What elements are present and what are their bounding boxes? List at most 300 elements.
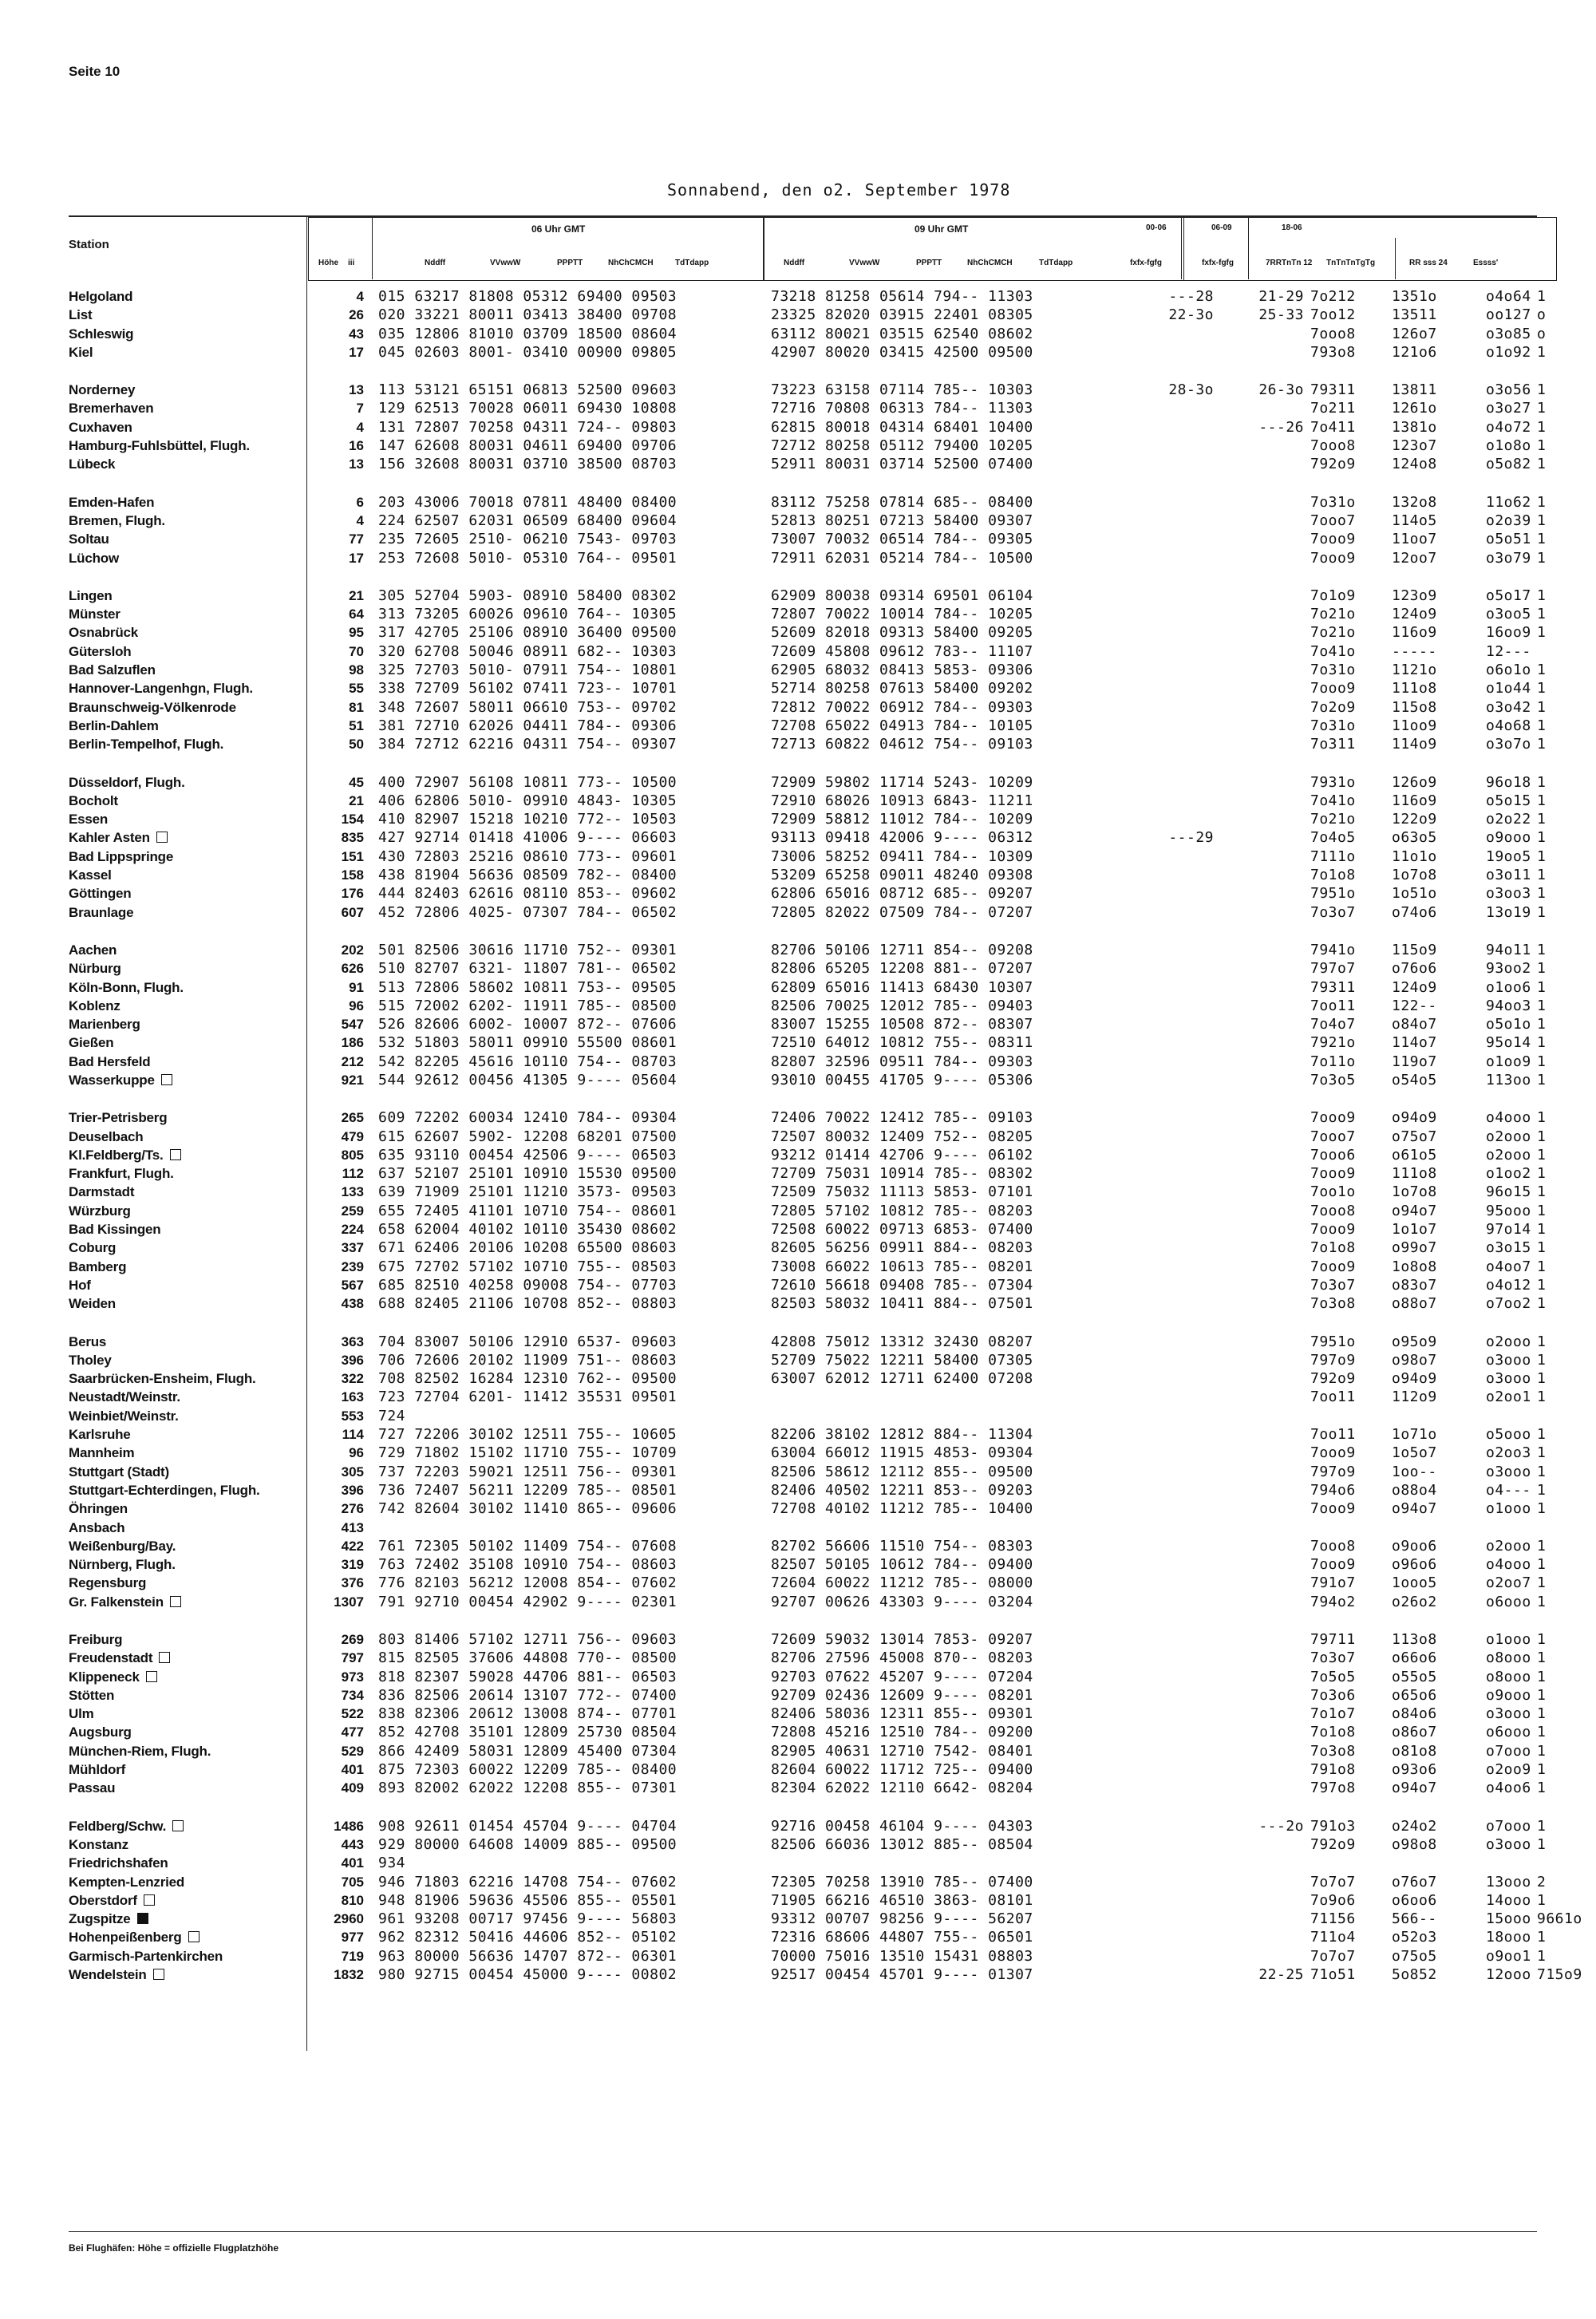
station-height: 212 bbox=[341, 1053, 364, 1069]
temp-extremes: 124o9 bbox=[1392, 978, 1437, 996]
obs-06-gmt: 946 71803 62216 14708 754-- 07602 bbox=[378, 1873, 678, 1890]
table-row bbox=[69, 1891, 1547, 1910]
table-row bbox=[69, 287, 1547, 306]
table-row bbox=[69, 1220, 1547, 1239]
temp-extremes: 1261o bbox=[1392, 400, 1437, 417]
obs-06-gmt: 729 71802 15102 11710 755-- 10709 bbox=[378, 1444, 678, 1462]
obs-09-gmt: 42808 75012 13312 32430 08207 bbox=[771, 1333, 1033, 1350]
temp-extremes: o66o6 bbox=[1392, 1649, 1437, 1667]
extra-code: 1 bbox=[1537, 1574, 1547, 1592]
obs-09-gmt: 72708 40102 11212 785-- 10400 bbox=[771, 1500, 1033, 1518]
table-body bbox=[69, 287, 1582, 1984]
obs-09-gmt: 73218 81258 05614 794-- 11303 bbox=[771, 288, 1033, 305]
precip-snow: o3oo5 bbox=[1486, 606, 1531, 623]
temp-group-18-06: 797o9 bbox=[1310, 1463, 1356, 1480]
temp-group-18-06: 794o2 bbox=[1310, 1593, 1356, 1610]
temp-group-18-06: 7ooo9 bbox=[1310, 1444, 1356, 1462]
station-name: Stuttgart (Stadt) bbox=[69, 1464, 169, 1479]
obs-09-gmt: 63004 66012 11915 4853- 09304 bbox=[771, 1444, 1033, 1462]
station-name: Bocholt bbox=[69, 792, 118, 808]
station-name: Klippeneck bbox=[69, 1668, 157, 1686]
extra-code: 1 bbox=[1537, 847, 1547, 865]
temp-extremes: 113o8 bbox=[1392, 1631, 1437, 1648]
table-row bbox=[69, 1555, 1547, 1574]
obs-09-gmt: 72807 70022 10014 784-- 10205 bbox=[771, 606, 1033, 623]
precip-snow: o2o22 bbox=[1486, 811, 1531, 828]
station-group bbox=[69, 381, 1547, 473]
obs-06-gmt: 688 82405 21106 10708 852-- 08803 bbox=[378, 1295, 678, 1313]
extra-code: 1 bbox=[1537, 1593, 1547, 1610]
table-row bbox=[69, 1333, 1547, 1351]
obs-09-gmt: 82503 58032 10411 884-- 07501 bbox=[771, 1295, 1033, 1313]
extra-code: o bbox=[1537, 325, 1547, 342]
obs-06-gmt: 836 82506 20614 13107 772-- 07400 bbox=[378, 1686, 678, 1704]
obs-09-gmt: 52609 82018 09313 58400 09205 bbox=[771, 624, 1033, 642]
header-vvwww-09: VVwwW bbox=[849, 259, 880, 267]
gust-06-09: 21-29 bbox=[1258, 288, 1304, 305]
station-height: 376 bbox=[341, 1575, 364, 1591]
temp-extremes: 111o8 bbox=[1392, 1165, 1437, 1183]
obs-06-gmt: 671 62406 20106 10208 65500 08603 bbox=[378, 1239, 678, 1257]
table-row bbox=[69, 828, 1547, 847]
station-name: Nürnberg, Flugh. bbox=[69, 1557, 176, 1573]
obs-06-gmt: 866 42409 58031 12809 45400 07304 bbox=[378, 1742, 678, 1760]
extra-code: 1 bbox=[1537, 1202, 1547, 1219]
precip-snow: o2ooo bbox=[1486, 1128, 1531, 1145]
obs-06-gmt: 655 72405 41101 10710 754-- 08601 bbox=[378, 1202, 678, 1219]
temp-group-18-06: 7o3o6 bbox=[1310, 1686, 1356, 1704]
obs-06-gmt: 708 82502 16284 12310 762-- 09500 bbox=[378, 1370, 678, 1388]
obs-06-gmt: 427 92714 01418 41006 9---- 06603 bbox=[378, 829, 678, 847]
table-row bbox=[69, 847, 1547, 866]
table-row bbox=[69, 1071, 1547, 1089]
obs-09-gmt: 71905 66216 46510 3863- 08101 bbox=[771, 1891, 1033, 1909]
station-height: 17 bbox=[349, 344, 364, 360]
obs-06-gmt: 131 72807 70258 04311 724-- 09803 bbox=[378, 418, 678, 436]
station-name: Karlsruhe bbox=[69, 1427, 131, 1443]
table-row bbox=[69, 1407, 1537, 1425]
temp-group-18-06: 7ooo9 bbox=[1310, 549, 1356, 567]
obs-09-gmt: 52714 80258 07613 58400 09202 bbox=[771, 680, 1033, 697]
precip-snow: o4--- bbox=[1486, 1481, 1531, 1499]
station-name: Schleswig bbox=[69, 326, 134, 342]
obs-06-gmt: 761 72305 50102 11409 754-- 07608 bbox=[378, 1537, 678, 1555]
station-height: 529 bbox=[341, 1743, 364, 1759]
extra-code: 1 bbox=[1537, 829, 1547, 847]
temp-extremes: 123o7 bbox=[1392, 437, 1437, 455]
station-height: 607 bbox=[341, 904, 364, 920]
extra-code: 1 bbox=[1537, 1016, 1547, 1033]
obs-09-gmt: 62806 65016 08712 685-- 09207 bbox=[771, 885, 1033, 903]
precip-snow: o4oo6 bbox=[1486, 1780, 1531, 1797]
temp-group-18-06: 7o212 bbox=[1310, 288, 1356, 305]
station-name: Tholey bbox=[69, 1352, 112, 1368]
temp-group-18-06: 7ooo8 bbox=[1310, 437, 1356, 455]
page-number: Seite 10 bbox=[69, 64, 120, 79]
station-group bbox=[69, 1817, 1582, 1985]
temp-group-18-06: 792o9 bbox=[1310, 456, 1356, 473]
obs-06-gmt: 156 32608 80031 03710 38500 08703 bbox=[378, 456, 678, 473]
temp-extremes: o84o6 bbox=[1392, 1705, 1437, 1723]
extra-code: 1 bbox=[1537, 381, 1547, 399]
header-nh-06: NhChCMCH bbox=[608, 259, 654, 267]
precip-snow: 19oo5 bbox=[1486, 847, 1531, 865]
station-height: 422 bbox=[341, 1538, 364, 1554]
temp-extremes: o52o3 bbox=[1392, 1929, 1437, 1946]
station-group bbox=[69, 1108, 1547, 1313]
obs-06-gmt: 962 82312 50416 44606 852-- 05102 bbox=[378, 1929, 678, 1946]
table-row bbox=[69, 605, 1547, 623]
obs-06-gmt: 305 52704 5903- 08910 58400 08302 bbox=[378, 587, 678, 604]
precip-snow: 12--- bbox=[1486, 642, 1531, 660]
precip-snow: o2oo3 bbox=[1486, 1444, 1531, 1462]
station-height: 977 bbox=[341, 1930, 364, 1946]
temp-group-18-06: 7o411 bbox=[1310, 418, 1356, 436]
precip-snow: 93oo2 bbox=[1486, 960, 1531, 978]
precip-snow: 11o62 bbox=[1486, 493, 1531, 511]
header-hoehe: Höhe bbox=[318, 259, 338, 267]
station-height: 396 bbox=[341, 1482, 364, 1498]
temp-extremes: o65o6 bbox=[1392, 1686, 1437, 1704]
gust-06-09: ---2o bbox=[1258, 1817, 1304, 1835]
extra-code: 1 bbox=[1537, 606, 1547, 623]
obs-09-gmt: 72713 60822 04612 754-- 09103 bbox=[771, 736, 1033, 753]
temp-group-18-06: 7951o bbox=[1310, 885, 1356, 903]
header-18-06: 18-06 bbox=[1282, 223, 1302, 232]
station-name: Kahler Asten bbox=[69, 828, 168, 847]
extra-code: 1 bbox=[1537, 1481, 1547, 1499]
station-height: 705 bbox=[341, 1874, 364, 1890]
station-name: Würzburg bbox=[69, 1203, 131, 1219]
station-name: Gütersloh bbox=[69, 643, 132, 659]
obs-06-gmt: 526 82606 6002- 10007 872-- 07606 bbox=[378, 1016, 678, 1033]
station-name: Frankfurt, Flugh. bbox=[69, 1166, 174, 1182]
station-height: 4 bbox=[356, 289, 364, 304]
obs-09-gmt: 82706 50106 12711 854-- 09208 bbox=[771, 941, 1033, 958]
table-row bbox=[69, 1817, 1547, 1835]
obs-06-gmt: 515 72002 6202- 11911 785-- 08500 bbox=[378, 997, 678, 1014]
table-row bbox=[69, 1499, 1547, 1518]
precip-snow: o3ooo bbox=[1486, 1370, 1531, 1388]
square-icon bbox=[188, 1931, 200, 1942]
header-td-09: TdTdapp bbox=[1039, 259, 1073, 267]
station-height: 64 bbox=[349, 606, 364, 622]
extra-code: 1 bbox=[1537, 698, 1547, 716]
precip-snow: o8ooo bbox=[1486, 1649, 1531, 1667]
station-height: 805 bbox=[341, 1147, 364, 1163]
footer-rule bbox=[69, 2231, 1537, 2232]
station-height: 401 bbox=[341, 1762, 364, 1778]
extra-code: 1 bbox=[1537, 717, 1547, 734]
obs-06-gmt: 639 71909 25101 11210 3573- 09503 bbox=[378, 1183, 678, 1201]
extra-code: 2 bbox=[1537, 1873, 1547, 1890]
precip-snow: o3o15 bbox=[1486, 1239, 1531, 1257]
header-vvwww-06: VVwwW bbox=[490, 259, 521, 267]
table-row bbox=[69, 978, 1547, 997]
station-height: 81 bbox=[349, 699, 364, 715]
station-height: 4 bbox=[356, 419, 364, 435]
precip-snow: o3o85 bbox=[1486, 325, 1531, 342]
station-name: Saarbrücken-Ensheim, Flugh. bbox=[69, 1371, 256, 1387]
station-name: Coburg bbox=[69, 1240, 117, 1256]
temp-extremes: 122o9 bbox=[1392, 811, 1437, 828]
obs-09-gmt: 82905 40631 12710 7542- 08401 bbox=[771, 1742, 1033, 1760]
square-icon bbox=[159, 1652, 170, 1663]
obs-06-gmt: 658 62004 40102 10110 35430 08602 bbox=[378, 1221, 678, 1239]
temp-group-18-06: 7951o bbox=[1310, 1333, 1356, 1350]
temp-group-18-06: 7o7o7 bbox=[1310, 1873, 1356, 1890]
obs-06-gmt: 609 72202 60034 12410 784-- 09304 bbox=[378, 1109, 678, 1127]
precip-snow: o2ooo bbox=[1486, 1146, 1531, 1163]
extra-code: 9661o bbox=[1537, 1910, 1582, 1928]
column-divider bbox=[372, 215, 373, 233]
temp-group-18-06: 7o1o9 bbox=[1310, 587, 1356, 604]
precip-snow: o9oo1 bbox=[1486, 1947, 1531, 1965]
extra-code: 1 bbox=[1537, 288, 1547, 305]
header-pppp-09: PPPTT bbox=[916, 259, 942, 267]
table-row bbox=[69, 997, 1547, 1015]
temp-group-18-06: 7o1o8 bbox=[1310, 1239, 1356, 1257]
temp-extremes: 1o51o bbox=[1392, 885, 1437, 903]
extra-code: 1 bbox=[1537, 1165, 1547, 1183]
obs-09-gmt: 42907 80020 03415 42500 09500 bbox=[771, 343, 1033, 361]
obs-09-gmt: 73008 66022 10613 785-- 08201 bbox=[771, 1258, 1033, 1275]
obs-09-gmt: 62815 80018 04314 68401 10400 bbox=[771, 418, 1033, 436]
table-row bbox=[69, 549, 1547, 567]
station-height: 16 bbox=[349, 438, 364, 454]
obs-06-gmt: 723 72704 6201- 11412 35531 09501 bbox=[378, 1389, 678, 1406]
table-row bbox=[69, 1519, 1537, 1537]
temp-extremes: 115o8 bbox=[1392, 698, 1437, 716]
station-name: Berus bbox=[69, 1333, 107, 1349]
precip-snow: o4o72 bbox=[1486, 418, 1531, 436]
station-group bbox=[69, 941, 1547, 1089]
temp-extremes: 115o9 bbox=[1392, 941, 1437, 958]
precip-snow: o1oo9 bbox=[1486, 1053, 1531, 1070]
extra-code: 1 bbox=[1537, 867, 1547, 884]
temp-group-18-06: 7o4o5 bbox=[1310, 829, 1356, 847]
extra-code: 1 bbox=[1537, 1295, 1547, 1313]
table-row bbox=[69, 1574, 1547, 1592]
precip-snow: o7ooo bbox=[1486, 1742, 1531, 1760]
station-name: Freudenstadt bbox=[69, 1649, 170, 1667]
station-name: Göttingen bbox=[69, 886, 132, 902]
temp-group-18-06: 7o9o6 bbox=[1310, 1891, 1356, 1909]
precip-snow: o3ooo bbox=[1486, 1705, 1531, 1723]
table-row bbox=[69, 1910, 1582, 1928]
extra-code: 1 bbox=[1537, 1686, 1547, 1704]
station-height: 151 bbox=[341, 848, 364, 864]
temp-extremes: o88o7 bbox=[1392, 1295, 1437, 1313]
temp-extremes: o81o8 bbox=[1392, 1742, 1437, 1760]
temp-extremes: o26o2 bbox=[1392, 1593, 1437, 1610]
square-icon bbox=[156, 832, 168, 843]
header-00-06: 00-06 bbox=[1146, 223, 1167, 232]
table-row bbox=[69, 1033, 1547, 1052]
obs-06-gmt: 980 92715 00454 45000 9---- 00802 bbox=[378, 1966, 678, 1984]
obs-06-gmt: 736 72407 56211 12209 785-- 08501 bbox=[378, 1481, 678, 1499]
station-height: 363 bbox=[341, 1333, 364, 1349]
table-row bbox=[69, 455, 1547, 473]
obs-06-gmt: 253 72608 5010- 05310 764-- 09501 bbox=[378, 549, 678, 567]
obs-09-gmt: 92716 00458 46104 9---- 04303 bbox=[771, 1817, 1033, 1835]
extra-code: 1 bbox=[1537, 1221, 1547, 1239]
table-row bbox=[69, 1239, 1547, 1257]
temp-group-18-06: 791o3 bbox=[1310, 1817, 1356, 1835]
obs-09-gmt: 82506 66036 13012 885-- 08504 bbox=[771, 1835, 1033, 1853]
temp-group-18-06: 7ooo9 bbox=[1310, 1500, 1356, 1518]
station-height: 567 bbox=[341, 1277, 364, 1293]
extra-code: 1 bbox=[1537, 1817, 1547, 1835]
precip-snow: oo127 bbox=[1486, 306, 1531, 324]
station-name: Aachen bbox=[69, 942, 117, 958]
station-name: Münster bbox=[69, 606, 120, 622]
temp-group-18-06: 7ooo6 bbox=[1310, 1146, 1356, 1163]
extra-code: 1 bbox=[1537, 885, 1547, 903]
obs-06-gmt: 381 72710 62026 04411 784-- 09306 bbox=[378, 717, 678, 734]
extra-code: 1 bbox=[1537, 418, 1547, 436]
station-name: Wasserkuppe bbox=[69, 1071, 172, 1089]
station-height: 477 bbox=[341, 1724, 364, 1740]
obs-09-gmt: 72708 65022 04913 784-- 10105 bbox=[771, 717, 1033, 734]
temp-extremes: 1o7o8 bbox=[1392, 867, 1437, 884]
precip-snow: o3oo3 bbox=[1486, 885, 1531, 903]
precip-snow: o1ooo bbox=[1486, 1631, 1531, 1648]
station-name: Gießen bbox=[69, 1035, 114, 1051]
temp-group-18-06: 797o9 bbox=[1310, 1351, 1356, 1369]
temp-extremes: 1351o bbox=[1392, 288, 1437, 305]
table-row bbox=[69, 1388, 1547, 1406]
station-name: Helgoland bbox=[69, 289, 133, 304]
temp-group-18-06: 791o7 bbox=[1310, 1574, 1356, 1592]
gust-00-06: ---29 bbox=[1168, 829, 1214, 847]
station-height: 26 bbox=[349, 307, 364, 323]
obs-09-gmt: 83007 15255 10508 872-- 08307 bbox=[771, 1016, 1033, 1033]
extra-code: 1 bbox=[1537, 587, 1547, 604]
table-row bbox=[69, 735, 1547, 753]
temp-group-18-06: 7o3o7 bbox=[1310, 903, 1356, 921]
table-row bbox=[69, 623, 1547, 642]
header-c2: fxfx-fgfg bbox=[1202, 259, 1234, 267]
table-row bbox=[69, 325, 1547, 343]
table-row bbox=[69, 1705, 1547, 1723]
gust-06-09: ---26 bbox=[1258, 418, 1304, 436]
square-icon bbox=[153, 1969, 164, 1980]
station-height: 547 bbox=[341, 1017, 364, 1033]
precip-snow: 94o11 bbox=[1486, 941, 1531, 958]
gust-00-06: 22-3o bbox=[1168, 306, 1214, 324]
precip-snow: o9ooo bbox=[1486, 829, 1531, 847]
table-row bbox=[69, 343, 1547, 361]
obs-06-gmt: 542 82205 45616 10110 754-- 08703 bbox=[378, 1053, 678, 1070]
table-row bbox=[69, 1779, 1547, 1797]
temp-extremes: o76o7 bbox=[1392, 1873, 1437, 1890]
obs-09-gmt: 82506 70025 12012 785-- 09403 bbox=[771, 997, 1033, 1014]
precip-snow: o4o12 bbox=[1486, 1276, 1531, 1294]
extra-code: 1 bbox=[1537, 437, 1547, 455]
obs-09-gmt: 23325 82020 03915 22401 08305 bbox=[771, 306, 1033, 324]
table-row bbox=[69, 698, 1547, 717]
header-c6: Essss' bbox=[1473, 259, 1499, 267]
obs-09-gmt: 82807 32596 09511 784-- 09303 bbox=[771, 1053, 1033, 1070]
precip-snow: o3o79 bbox=[1486, 549, 1531, 567]
obs-09-gmt: 72509 75032 11113 5853- 07101 bbox=[771, 1183, 1033, 1201]
temp-group-18-06: 7o21o bbox=[1310, 624, 1356, 642]
obs-06-gmt: 815 82505 37606 44808 770-- 08500 bbox=[378, 1649, 678, 1667]
temp-extremes: 1o71o bbox=[1392, 1426, 1437, 1444]
obs-06-gmt: 015 63217 81808 05312 69400 09503 bbox=[378, 288, 678, 305]
obs-09-gmt: 93312 00707 98256 9---- 56207 bbox=[771, 1910, 1033, 1928]
station-group bbox=[69, 1630, 1547, 1798]
table-row bbox=[69, 437, 1547, 455]
station-height: 1307 bbox=[334, 1594, 364, 1610]
obs-09-gmt: 63007 62012 12711 62400 07208 bbox=[771, 1370, 1033, 1388]
temp-group-18-06: 7ooo9 bbox=[1310, 1221, 1356, 1239]
station-group bbox=[69, 1333, 1547, 1611]
obs-09-gmt: 52709 75022 12211 58400 07305 bbox=[771, 1351, 1033, 1369]
station-height: 186 bbox=[341, 1035, 364, 1051]
station-height: 413 bbox=[341, 1519, 364, 1535]
temp-group-18-06: 7ooo9 bbox=[1310, 1556, 1356, 1574]
table-row bbox=[69, 1444, 1547, 1462]
temp-extremes: o61o5 bbox=[1392, 1146, 1437, 1163]
table-row bbox=[69, 1686, 1547, 1705]
obs-09-gmt: 82702 56606 11510 754-- 08303 bbox=[771, 1537, 1033, 1555]
precip-snow: o3ooo bbox=[1486, 1835, 1531, 1853]
station-name: Essen bbox=[69, 812, 109, 828]
table-row bbox=[69, 866, 1547, 884]
temp-extremes: 1121o bbox=[1392, 662, 1437, 679]
table-row bbox=[69, 1947, 1547, 1965]
temp-group-18-06: 7o41o bbox=[1310, 642, 1356, 660]
temp-extremes: 119o7 bbox=[1392, 1053, 1437, 1070]
station-height: 114 bbox=[342, 1427, 364, 1443]
obs-09-gmt: 92517 00454 45701 9---- 01307 bbox=[771, 1966, 1033, 1984]
obs-06-gmt: 501 82506 30616 11710 752-- 09301 bbox=[378, 941, 678, 958]
obs-09-gmt: 72910 68026 10913 6843- 11211 bbox=[771, 792, 1033, 809]
table-row bbox=[69, 1202, 1547, 1220]
table-row bbox=[69, 1294, 1547, 1313]
temp-group-18-06: 7ooo9 bbox=[1310, 1258, 1356, 1275]
station-name: Braunschweig-Völkenrode bbox=[69, 699, 236, 715]
station-height: 7 bbox=[356, 401, 364, 417]
date-line: Sonnabend, den o2. September 1978 bbox=[667, 180, 1011, 200]
table-row bbox=[69, 381, 1547, 399]
obs-09-gmt: 73007 70032 06514 784-- 09305 bbox=[771, 531, 1033, 548]
station-name: Passau bbox=[69, 1780, 116, 1796]
precip-snow: 95ooo bbox=[1486, 1202, 1531, 1219]
temp-group-18-06: 7o3o8 bbox=[1310, 1295, 1356, 1313]
precip-snow: o2ooo bbox=[1486, 1537, 1531, 1555]
station-name: Darmstadt bbox=[69, 1184, 135, 1200]
table-row bbox=[69, 306, 1547, 324]
obs-06-gmt: 430 72803 25216 08610 773-- 09601 bbox=[378, 847, 678, 865]
obs-09-gmt: 93212 01414 42706 9---- 06102 bbox=[771, 1146, 1033, 1163]
obs-06-gmt: 532 51803 58011 09910 55500 08601 bbox=[378, 1034, 678, 1052]
obs-06-gmt: 791 92710 00454 42902 9---- 02301 bbox=[378, 1593, 678, 1610]
precip-snow: o7ooo bbox=[1486, 1817, 1531, 1835]
station-name: Mühldorf bbox=[69, 1762, 126, 1778]
table-row bbox=[69, 1128, 1547, 1146]
table-row bbox=[69, 717, 1547, 735]
temp-group-18-06: 7o1o8 bbox=[1310, 1724, 1356, 1741]
temp-group-18-06: 7ooo9 bbox=[1310, 1109, 1356, 1127]
temp-group-18-06: 7oo11 bbox=[1310, 1426, 1356, 1444]
table-row bbox=[69, 1928, 1547, 1946]
table-row bbox=[69, 399, 1547, 417]
station-name: Kiel bbox=[69, 344, 93, 360]
station-height: 98 bbox=[349, 662, 364, 678]
